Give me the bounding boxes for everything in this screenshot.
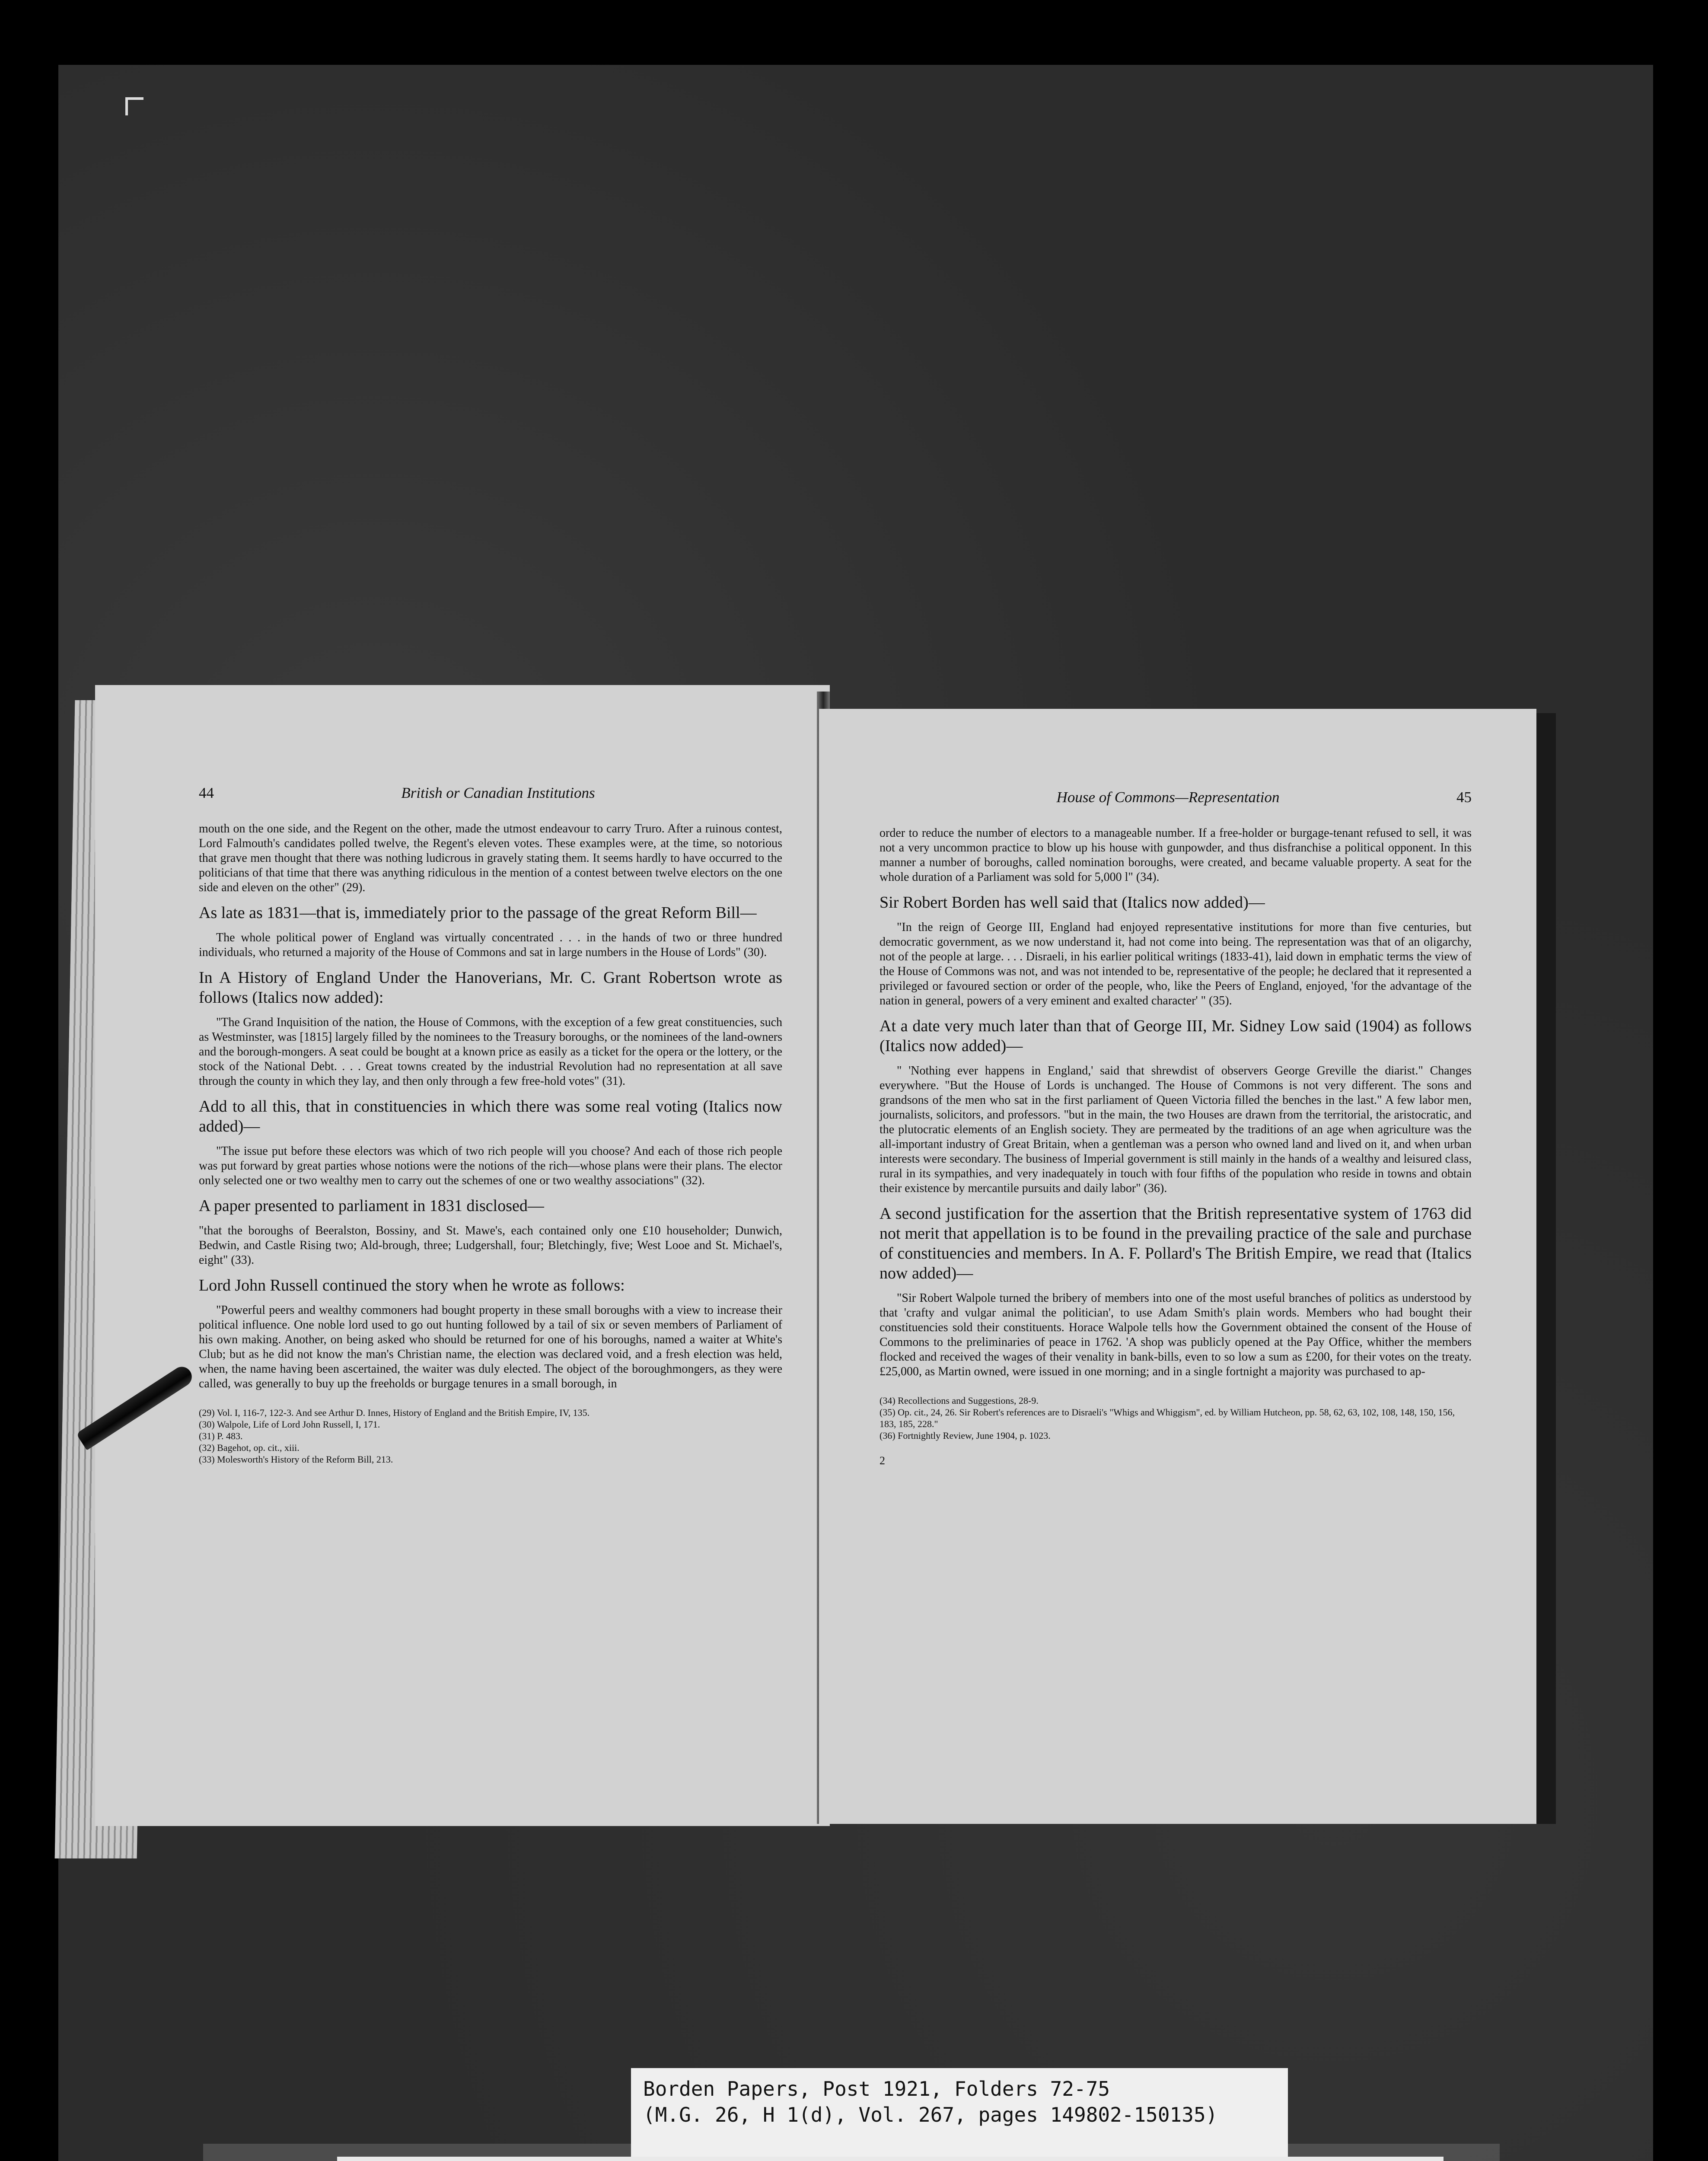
left-page-footnote: (29) Vol. I, 116-7, 122-3. And see Arthur D. Innes, History of England and the British Empire, IV, 135. <box>199 1407 590 1418</box>
left-page-paragraph: "that the boroughs of Beeralston, Bossiny, and St. Mawe's, each contained only one £10 householder; Dunwich, Bedwin, and Castle Rising two; Ald-brough, three; Ludgershall, four; Bletchingly, five; West Looe and St. Michael's, eight" (33). <box>199 1224 782 1267</box>
right-page-paragraph: At a date very much later than that of George III, Mr. Sidney Low said (1904) as follows (Italics now added)— <box>879 1017 1472 1055</box>
left-page-paragraph: Lord John Russell continued the story when he wrote as follows: <box>199 1276 625 1294</box>
left-page-footnote: (30) Walpole, Life of Lord John Russell, I, 171. <box>199 1419 380 1430</box>
right-page-body <box>879 826 1472 1379</box>
archive-label <box>631 2068 1288 2161</box>
right-page-footnote: (34) Recollections and Suggestions, 28-9. <box>879 1395 1039 1406</box>
right-page <box>819 709 1536 1824</box>
left-page-paragraph: In A History of England Under the Hanoverians, Mr. C. Grant Robertson wrote as follows (Italics now added): <box>199 969 782 1007</box>
archives-stamp-card <box>337 2157 1444 2161</box>
left-page-paragraph: "The Grand Inquisition of the nation, the House of Commons, with the exception of a few great constituencies, such as Westminster, was [1815] largely filled by the nominees to the Treasury boroughs, or the nominees of the land-owners and the borough-mongers. A seat could be bought at a known price as easily as a ticket for the opera or the lottery, or the stock of the National Debt. . . . Great towns created by the industrial Revolution had no representation at all save through the county in which they lay, and then only through a few free-hold votes" (31). <box>199 1016 782 1088</box>
right-page-paragraph: " 'Nothing ever happens in England,' said that shrewdist of observers George Greville the diarist." Changes everywhere. "But the House of Lords is unchanged. The House of Commons is not very different. The sons and grandsons of the men who sat in the first parliament of Queen Victoria filled the benches in the last." A few labor men, journalists, solicitors, and professors. "but in the main, the two Houses are drawn from the territorial, the aristocratic, and the plutocratic elements of an English society. They are permeated by the traditions of an age when agriculture was the all-important industry of Great Britain, when a gentleman was a person who owned land and lived on it, and when urban interests were secondary. The business of Imperial government is still mainly in the hands of a wealthy and leisured class, rural in its sympathies, and very inadequately in touch with four fifths of the population who reside in towns and obtain their existence by mercantile pursuits and daily labor" (36). <box>879 1064 1472 1195</box>
left-page-header <box>199 784 782 802</box>
archive-label-line2: (M.G. 26, H 1(d), Vol. 267, pages 149802-150135) <box>643 2103 1218 2126</box>
right-footnotes <box>879 1395 1472 1441</box>
corner-register-mark <box>125 97 143 115</box>
left-page-paragraph: The whole political power of England was virtually concentrated . . . in the hands of two or three hundred individuals, who returned a majority of the House of Commons and sat in large numbers in the House of Lords" (30). <box>199 931 782 959</box>
left-running-title: British or Canadian Institutions <box>401 784 595 801</box>
right-page-paragraph: "In the reign of George III, England had enjoyed representative institutions for more than five centuries, but democratic government, as we now understand it, had not come into being. The representation was that of an oligarchy, not of the people at large. . . . Disraeli, in his earlier political writings (1833-41), laid down in emphatic terms the view of the House of Commons was not, and was not intended to be, representative of the people; he declared that it represented a privileged or favoured section or order of the people, who, like the Peers of England, enjoyed, 'for the advantage of the nation in general, powers of a very eminent and exalted character' " (35). <box>879 921 1472 1007</box>
left-page-number: 44 <box>199 784 214 801</box>
right-running-title: House of Commons—Representation <box>1056 789 1280 806</box>
right-page-header <box>879 789 1472 806</box>
signature-mark: 2 <box>879 1454 885 1467</box>
left-page-paragraph: A paper presented to parliament in 1831 disclosed— <box>199 1197 544 1215</box>
left-page-paragraph: "The issue put before these electors was which of two rich people will you choose? And each of those rich people was put forward by great parties whose notions were the notions of the rich—whose plans were their plans. The elector only selected one or two wealthy men to carry out the schemes of one or two wealthy associations" (32). <box>199 1144 782 1187</box>
left-page-body <box>199 822 782 1391</box>
right-page-paragraph: Sir Robert Borden has well said that (Italics now added)— <box>879 893 1265 912</box>
left-page-footnote: (31) P. 483. <box>199 1431 243 1441</box>
right-page-paragraph: order to reduce the number of electors to a manageable number. If a free-holder or burgage-tenant refused to sell, it was not a very uncommon practice to blow up his house with gunpowder, and thus disfranchise a political opponent. In this manner a number of boroughs, called nomination boroughs, were created, and became valuable property. A seat for the whole duration of a Parliament was sold for 5,000 l" (34). <box>879 826 1472 884</box>
page-shadow <box>1536 713 1556 1824</box>
left-page-paragraph: mouth on the one side, and the Regent on the other, made the utmost endeavour to carry Truro. After a ruinous contest, Lord Falmouth's candidates polled twelve, the Regent's eleven votes. These examples were, at the time, so notorious that grave men thought that there was nothing ludicrous in gravely stating them. It seems hardly to have occurred to the politicians of that time that there was anything ridiculous in the mention of a contest between twelve electors on the one side and eleven on the other" (29). <box>199 822 782 894</box>
left-page <box>95 685 830 1826</box>
right-page-paragraph: A second justification for the assertion that the British representative system of 1763 did not merit that appellation is to be found in the prevailing practice of the sale and purchase of constituencies and members. In A. F. Pollard's The British Empire, we read that (Italics now added)— <box>879 1205 1472 1282</box>
right-page-footnote: (36) Fortnightly Review, June 1904, p. 1023. <box>879 1430 1051 1441</box>
left-footnotes <box>199 1407 782 1465</box>
left-page-paragraph: As late as 1831—that is, immediately prior to the passage of the great Reform Bill— <box>199 904 757 922</box>
left-page-paragraph: Add to all this, that in constituencies in which there was some real voting (Italics now added)— <box>199 1097 782 1135</box>
left-page-footnote: (33) Molesworth's History of the Reform Bill, 213. <box>199 1454 393 1465</box>
archive-label-line1: Borden Papers, Post 1921, Folders 72-75 <box>643 2077 1110 2100</box>
right-page-footnote: (35) Op. cit., 24, 26. Sir Robert's references are to Disraeli's "Whigs and Whiggism", ed. by William Hutcheon, pp. 58, 62, 63, 102, 108, 148, 150, 156, 183, 185, 228." <box>879 1407 1455 1429</box>
left-page-paragraph: "Powerful peers and wealthy commoners had bought property in these small boroughs with a view to increase their political influence. One noble lord used to go out hunting followed by a tail of six or seven members of Parliament of his own making. Another, on being asked who should be returned for one of his boroughs, named a waiter at White's Club; but as he did not know the man's Christian name, the election was declared void, and a fresh election was held, when, the name having been ascertained, the waiter was duly elected. The object of the boroughmongers, as they were called, was generally to buy up the freeholds or burgage tenures in a small borough, in <box>199 1304 782 1390</box>
right-page-paragraph: "Sir Robert Walpole turned the bribery of members into one of the most useful branches of politics as understood by that 'crafty and vulgar animal the politician', to use Adam Smith's plain words. Members who had bought their constituencies sold their constituents. Horace Walpole tells how the Government obtained the consent of the House of Commons to the preliminaries of peace in 1762. 'A shop was publicly opened at the Pay Office, whither the members flocked and received the wages of their venality in bank-bills, even to so low a sum as £200, for their votes on the treaty. £25,000, as Martin owned, were issued in one morning; and in a single fortnight a majority was purchased to ap- <box>879 1291 1472 1378</box>
left-page-footnote: (32) Bagehot, op. cit., xiii. <box>199 1442 300 1453</box>
right-page-number: 45 <box>1456 789 1472 806</box>
